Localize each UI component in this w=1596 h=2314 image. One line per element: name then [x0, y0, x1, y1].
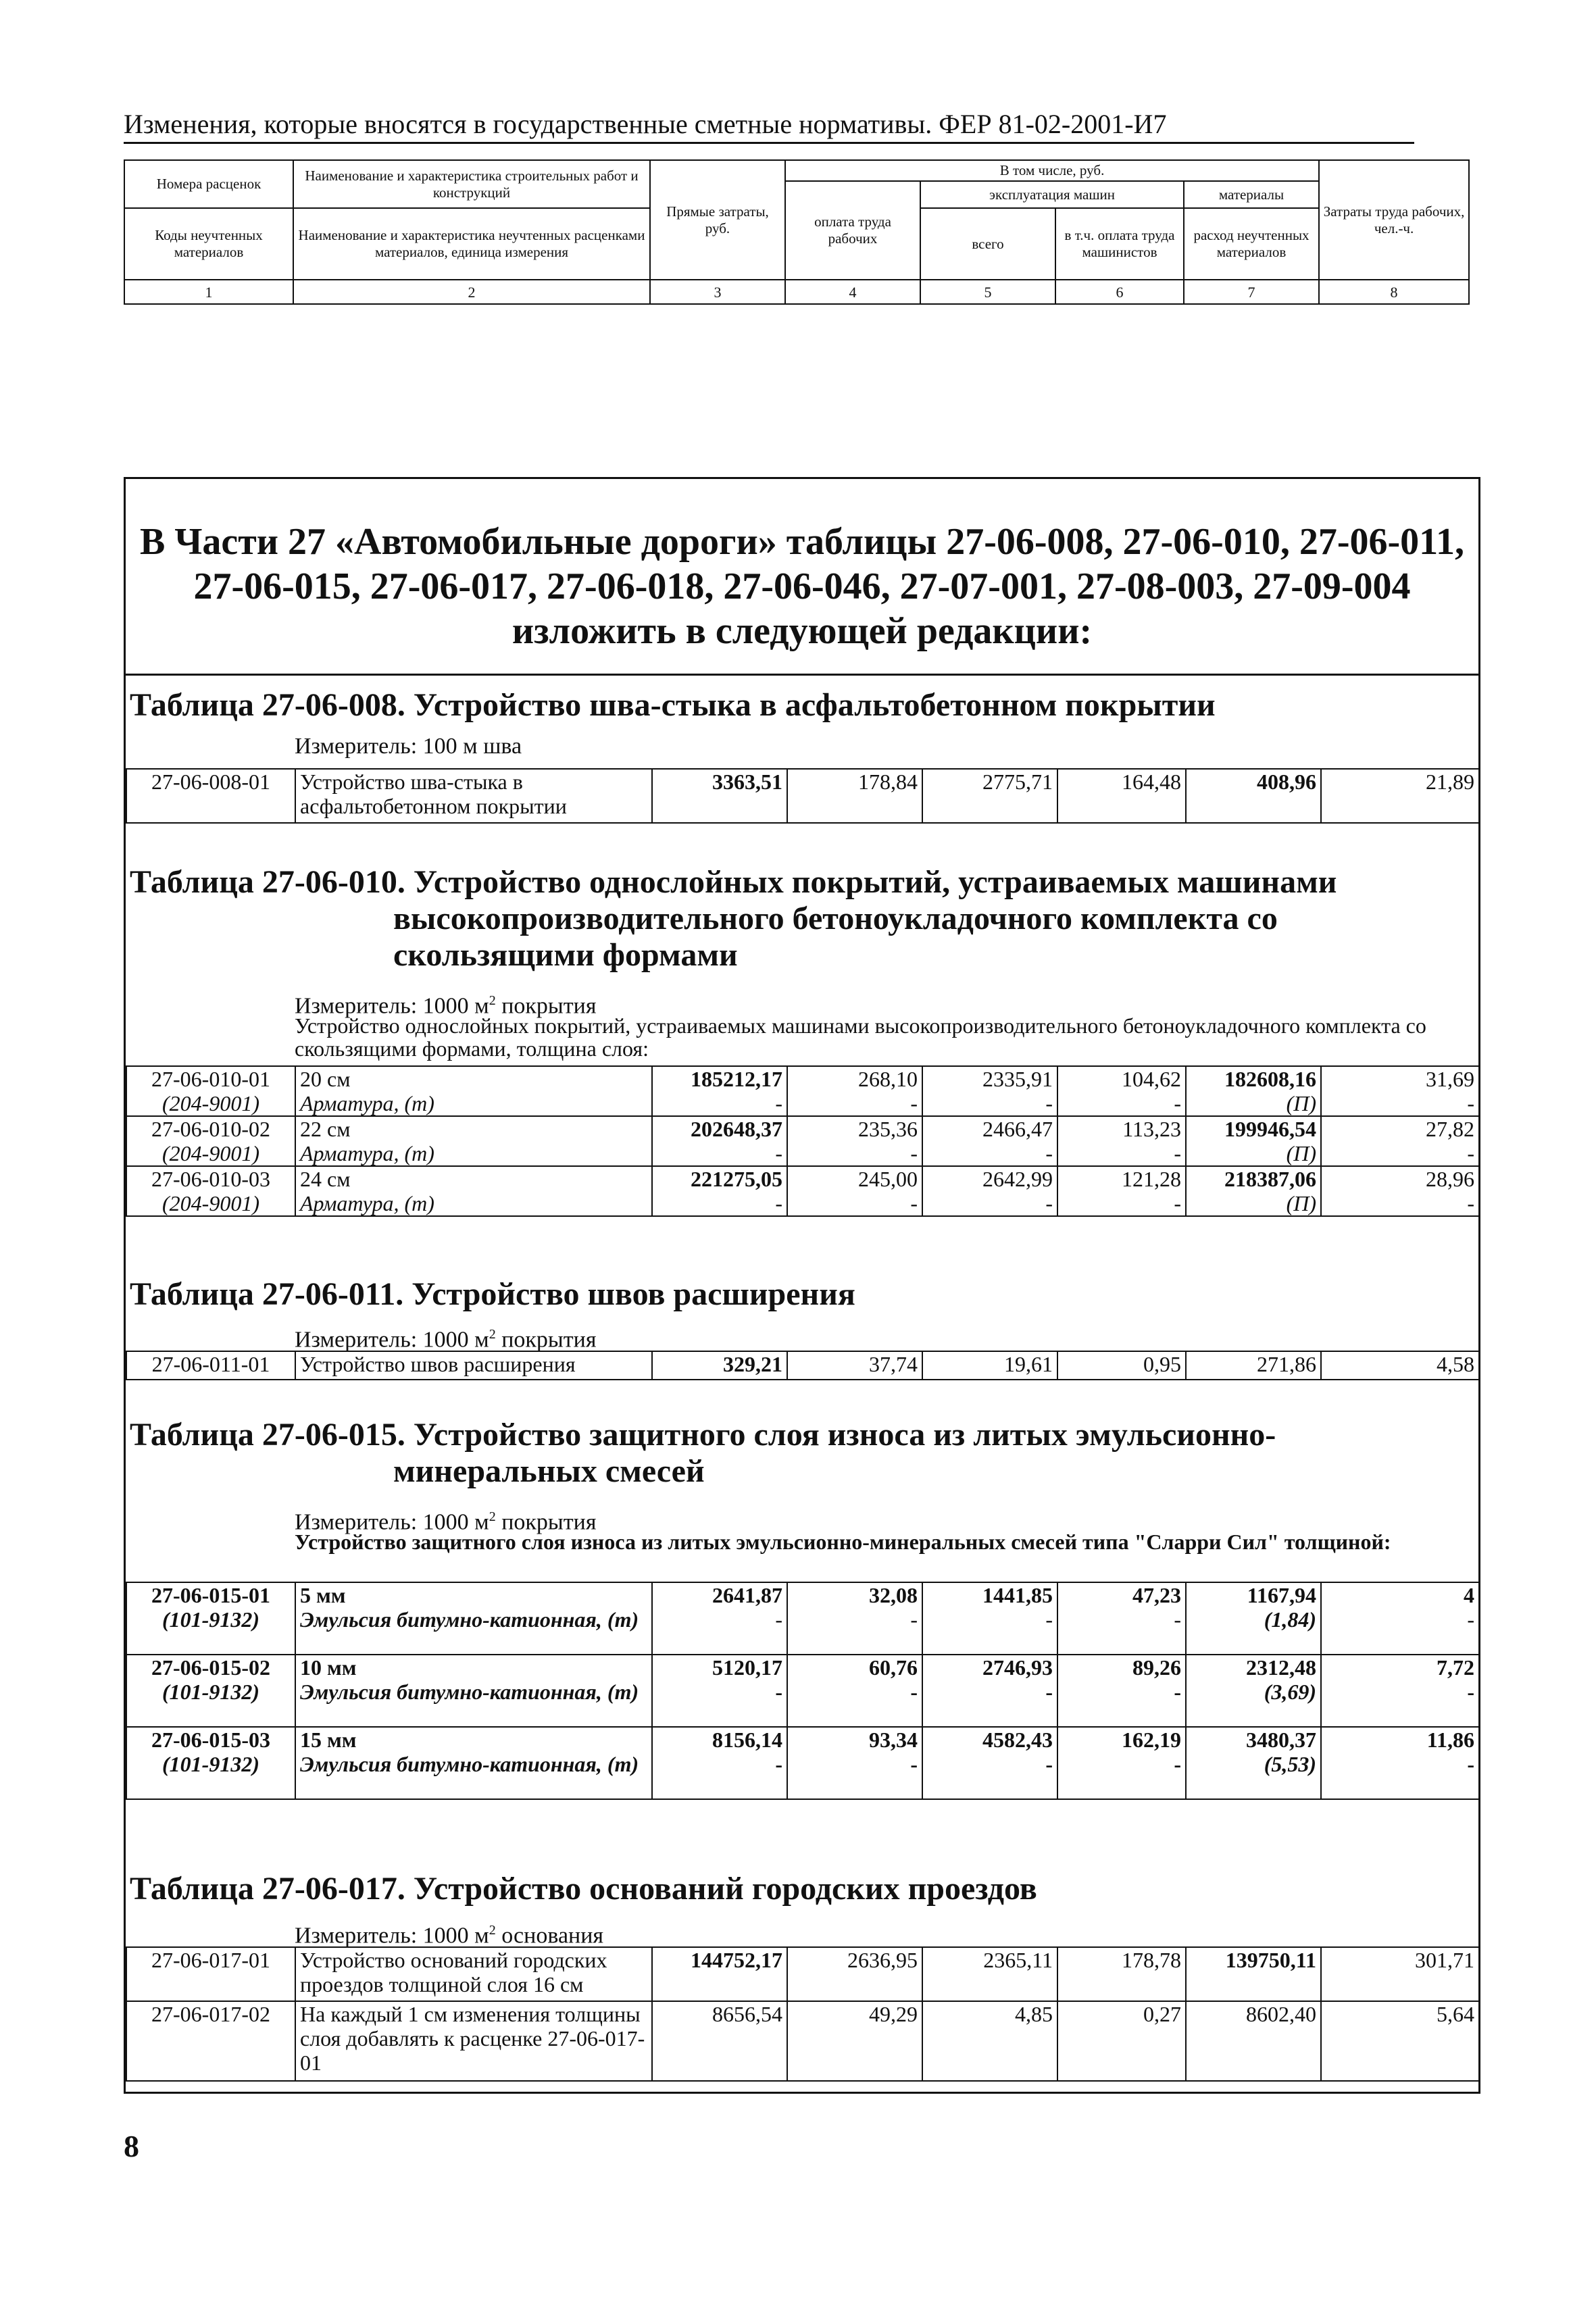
table-008-meter: Измеритель: 100 м шва	[295, 734, 522, 759]
material-row	[126, 1091, 1479, 1116]
row-materials: 8602,40	[1186, 2001, 1321, 2081]
material-labor-hours: -	[1321, 1680, 1479, 1727]
material-code: (204-9001)	[126, 1141, 295, 1166]
col-number-2: 2	[293, 280, 650, 304]
material-direct-costs: -	[652, 1191, 787, 1216]
intro-line-1: В Части 27 «Автомобильные дороги» таблицы 27-06-008, 27-06-010, 27-06-011,	[139, 521, 1465, 563]
row-labor-pay: 49,29	[787, 2001, 922, 2081]
row-code: 27-06-010-01	[126, 1066, 295, 1091]
table-row	[126, 769, 1479, 823]
intro-line-2: 27-06-015, 27-06-017, 27-06-018, 27-06-046, 27-07-001, 27-08-003, 27-09-004	[193, 565, 1411, 607]
material-machinists-pay: -	[1057, 1141, 1186, 1166]
row-labor-hours: 11,86	[1321, 1727, 1479, 1752]
material-direct-costs: -	[652, 1141, 787, 1166]
row-materials: 408,96	[1186, 769, 1321, 823]
material-code: (101-9132)	[126, 1680, 295, 1727]
row-labor-pay: 178,84	[787, 769, 922, 823]
material-code: (101-9132)	[126, 1607, 295, 1655]
table-010-title-line-3: скользящими формами	[393, 937, 738, 973]
table-015-meter: Измеритель: 1000 $м^2$ покрытия	[295, 1509, 597, 1535]
material-labor-pay: -	[787, 1607, 922, 1655]
col-material-usage-header: расход неучтенных материалов	[1184, 208, 1319, 280]
row-machinists-pay: 164,48	[1057, 769, 1186, 823]
document-header: Изменения, которые вносятся в государственные сметные нормативы. ФЕР 81-02-2001-И7	[124, 108, 1414, 144]
row-code: 27-06-008-01	[126, 769, 295, 823]
row-code: 27-06-011-01	[126, 1351, 295, 1380]
material-row	[126, 1680, 1479, 1727]
table-017	[126, 1946, 1480, 2082]
table-010-title-line-2: высокопроизводительного бетоноукладочного комплекта со	[393, 901, 1278, 936]
row-direct-costs: 5120,17	[652, 1655, 787, 1680]
row-labor-hours: 301,71	[1321, 1947, 1479, 2001]
row-materials: 271,86	[1186, 1351, 1321, 1380]
row-materials: 182608,16	[1186, 1066, 1321, 1091]
table-011	[126, 1351, 1480, 1380]
material-row	[126, 1607, 1479, 1655]
material-labor-pay: -	[787, 1091, 922, 1116]
material-name: Арматура, (т)	[295, 1091, 652, 1116]
table-row	[126, 1727, 1479, 1752]
row-code: 27-06-017-01	[126, 1947, 295, 2001]
material-labor-hours: -	[1321, 1091, 1479, 1116]
material-direct-costs: -	[652, 1607, 787, 1655]
table-015-title	[130, 1417, 1276, 1490]
table-row	[126, 1582, 1479, 1607]
row-direct-costs: 8656,54	[652, 2001, 787, 2081]
material-labor-pay: -	[787, 1191, 922, 1216]
table-008	[126, 768, 1480, 824]
row-machines-total: 1441,85	[922, 1582, 1057, 1607]
material-machinists-pay: -	[1057, 1607, 1186, 1655]
table-015	[126, 1582, 1480, 1800]
row-materials: 139750,11	[1186, 1947, 1321, 2001]
material-machines-total: -	[922, 1141, 1057, 1166]
row-direct-costs: 144752,17	[652, 1947, 787, 2001]
material-direct-costs: -	[652, 1680, 787, 1727]
table-row	[126, 1947, 1479, 2001]
col-machines-total-header: всего	[920, 208, 1055, 280]
col-number-6: 6	[1055, 280, 1184, 304]
row-code: 27-06-015-03	[126, 1727, 295, 1752]
row-machinists-pay: 113,23	[1057, 1116, 1186, 1141]
col-material-code-header: Коды неучтенных материалов	[124, 208, 293, 280]
table-row	[126, 1655, 1479, 1680]
table-row	[126, 1066, 1479, 1091]
row-name: 24 см	[295, 1166, 652, 1191]
material-machines-total: -	[922, 1191, 1057, 1216]
material-name: Арматура, (т)	[295, 1191, 652, 1216]
row-direct-costs: 202648,37	[652, 1116, 787, 1141]
col-group-header: В том числе, руб.	[785, 160, 1319, 181]
col-labor-hours-header: Затраты труда рабочих, чел.-ч.	[1319, 160, 1469, 280]
material-machinists-pay: -	[1057, 1091, 1186, 1116]
row-labor-hours: 21,89	[1321, 769, 1479, 823]
row-machines-total: 2335,91	[922, 1066, 1057, 1091]
col-number-1: 1	[124, 280, 293, 304]
table-017-title: Таблица 27-06-017. Устройство оснований городских проездов	[130, 1871, 1037, 1907]
column-header-table	[124, 159, 1470, 305]
row-direct-costs: 221275,05	[652, 1166, 787, 1191]
row-name: 10 мм	[295, 1655, 652, 1680]
material-machines-total: -	[922, 1752, 1057, 1799]
material-labor-pay: -	[787, 1752, 922, 1799]
row-name: 15 мм	[295, 1727, 652, 1752]
material-usage: (П)	[1186, 1191, 1321, 1216]
row-labor-hours: 4,58	[1321, 1351, 1479, 1380]
table-010-title	[130, 864, 1337, 974]
table-010-meter: Измеритель: 1000 $м^2$ покрытия	[295, 993, 597, 1019]
row-labor-pay: 245,00	[787, 1166, 922, 1191]
col-code-header: Номера расценок	[124, 160, 293, 208]
row-name: Устройство швов расширения	[295, 1351, 652, 1380]
row-code: 27-06-010-03	[126, 1166, 295, 1191]
row-name: 20 см	[295, 1066, 652, 1091]
col-number-3: 3	[650, 280, 785, 304]
table-015-title-line-1: Таблица 27-06-015. Устройство защитного слоя износа из литых эмульсионно-	[130, 1417, 1276, 1453]
intro-line-3: изложить в следующей редакции:	[512, 610, 1093, 652]
table-011-meter: Измеритель: 1000 $м^2$ покрытия	[295, 1327, 597, 1353]
row-code: 27-06-015-01	[126, 1582, 295, 1607]
material-direct-costs: -	[652, 1091, 787, 1116]
row-labor-pay: 2636,95	[787, 1947, 922, 2001]
row-materials: 1167,94	[1186, 1582, 1321, 1607]
row-direct-costs: 2641,87	[652, 1582, 787, 1607]
material-usage: (П)	[1186, 1091, 1321, 1116]
material-machines-total: -	[922, 1680, 1057, 1727]
row-materials: 2312,48	[1186, 1655, 1321, 1680]
row-machines-total: 2746,93	[922, 1655, 1057, 1680]
material-machines-total: -	[922, 1091, 1057, 1116]
material-row	[126, 1752, 1479, 1799]
row-direct-costs: 185212,17	[652, 1066, 787, 1091]
row-direct-costs: 8156,14	[652, 1727, 787, 1752]
row-machinists-pay: 89,26	[1057, 1655, 1186, 1680]
changes-frame	[124, 477, 1480, 2094]
row-name: Устройство шва-стыка в асфальтобетонном покрытии	[295, 769, 652, 823]
table-008-title: Таблица 27-06-008. Устройство шва-стыка в асфальтобетонном покрытии	[130, 687, 1216, 723]
row-machinists-pay: 121,28	[1057, 1166, 1186, 1191]
row-labor-hours: 4	[1321, 1582, 1479, 1607]
page-number: 8	[124, 2129, 139, 2163]
row-labor-pay: 93,34	[787, 1727, 922, 1752]
material-code: (101-9132)	[126, 1752, 295, 1799]
col-number-7: 7	[1184, 280, 1319, 304]
table-row	[126, 1116, 1479, 1141]
material-machinists-pay: -	[1057, 1752, 1186, 1799]
material-machines-total: -	[922, 1607, 1057, 1655]
row-machinists-pay: 0,27	[1057, 2001, 1186, 2081]
col-number-4: 4	[785, 280, 920, 304]
table-row	[126, 2001, 1479, 2081]
row-name: На каждый 1 см изменения толщины слоя добавлять к расценке 27-06-017-01	[295, 2001, 652, 2081]
row-machinists-pay: 178,78	[1057, 1947, 1186, 2001]
material-usage: (3,69)	[1186, 1680, 1321, 1727]
row-code: 27-06-010-02	[126, 1116, 295, 1141]
table-015-subheading: Устройство защитного слоя износа из литых эмульсионно-минеральных смесей типа "Сларри Сил" толщиной:	[295, 1530, 1391, 1554]
material-labor-hours: -	[1321, 1191, 1479, 1216]
material-direct-costs: -	[652, 1752, 787, 1799]
table-010	[126, 1065, 1480, 1217]
row-labor-pay: 268,10	[787, 1066, 922, 1091]
row-labor-hours: 31,69	[1321, 1066, 1479, 1091]
row-labor-hours: 28,96	[1321, 1166, 1479, 1191]
col-material-name-header: Наименование и характеристика неучтенных расценками материалов, единица измерения	[293, 208, 650, 280]
material-machinists-pay: -	[1057, 1191, 1186, 1216]
row-labor-hours: 7,72	[1321, 1655, 1479, 1680]
material-labor-hours: -	[1321, 1141, 1479, 1166]
table-row	[126, 1351, 1479, 1380]
row-labor-pay: 32,08	[787, 1582, 922, 1607]
row-machines-total: 4,85	[922, 2001, 1057, 2081]
material-usage: (5,53)	[1186, 1752, 1321, 1799]
row-machines-total: 2365,11	[922, 1947, 1057, 2001]
row-code: 27-06-015-02	[126, 1655, 295, 1680]
table-017-meter: Измеритель: 1000 $м^2$ основания	[295, 1923, 604, 1948]
material-labor-hours: -	[1321, 1752, 1479, 1799]
material-labor-pay: -	[787, 1141, 922, 1166]
row-machines-total: 19,61	[922, 1351, 1057, 1380]
row-machines-total: 4582,43	[922, 1727, 1057, 1752]
material-labor-hours: -	[1321, 1607, 1479, 1655]
row-direct-costs: 3363,51	[652, 769, 787, 823]
row-machinists-pay: 104,62	[1057, 1066, 1186, 1091]
material-usage: (П)	[1186, 1141, 1321, 1166]
col-machinists-pay-header: в т.ч. оплата труда машинистов	[1055, 208, 1184, 280]
table-015-title-line-2: минеральных смесей	[393, 1453, 705, 1489]
row-labor-pay: 60,76	[787, 1655, 922, 1680]
material-machinists-pay: -	[1057, 1680, 1186, 1727]
row-machinists-pay: 0,95	[1057, 1351, 1186, 1380]
col-direct-costs-header: Прямые затраты, руб.	[650, 160, 785, 280]
row-machines-total: 2642,99	[922, 1166, 1057, 1191]
row-materials: 218387,06	[1186, 1166, 1321, 1191]
row-materials: 3480,37	[1186, 1727, 1321, 1752]
table-011-title: Таблица 27-06-011. Устройство швов расширения	[130, 1276, 855, 1312]
col-number-5: 5	[920, 280, 1055, 304]
material-row	[126, 1191, 1479, 1216]
intro-heading	[126, 520, 1478, 653]
row-labor-hours: 27,82	[1321, 1116, 1479, 1141]
col-materials-header: материалы	[1184, 181, 1319, 208]
row-labor-pay: 37,74	[787, 1351, 922, 1380]
row-labor-pay: 235,36	[787, 1116, 922, 1141]
section-divider	[126, 674, 1478, 676]
material-labor-pay: -	[787, 1680, 922, 1727]
material-usage: (1,84)	[1186, 1607, 1321, 1655]
col-name-header: Наименование и характеристика строительных работ и конструкций	[293, 160, 650, 208]
table-010-title-line-1: Таблица 27-06-010. Устройство однослойных покрытий, устраиваемых машинами	[130, 864, 1337, 900]
row-direct-costs: 329,21	[652, 1351, 787, 1380]
row-labor-hours: 5,64	[1321, 2001, 1479, 2081]
table-010-subheading: Устройство однослойных покрытий, устраиваемых машинами высокопроизводительного бетоноукладочного комплекта со скользящими формами, толщина слоя:	[295, 1013, 1426, 1061]
row-name: 5 мм	[295, 1582, 652, 1607]
table-row	[126, 1166, 1479, 1191]
material-code: (204-9001)	[126, 1191, 295, 1216]
col-number-8: 8	[1319, 280, 1469, 304]
row-name: 22 см	[295, 1116, 652, 1141]
row-materials: 199946,54	[1186, 1116, 1321, 1141]
material-name: Эмульсия битумно-катионная, (т)	[295, 1680, 652, 1727]
material-name: Эмульсия битумно-катионная, (т)	[295, 1607, 652, 1655]
material-name: Арматура, (т)	[295, 1141, 652, 1166]
row-machines-total: 2775,71	[922, 769, 1057, 823]
material-code: (204-9001)	[126, 1091, 295, 1116]
col-labor-pay-header: оплата труда рабочих	[785, 181, 920, 280]
row-code: 27-06-017-02	[126, 2001, 295, 2081]
row-machinists-pay: 47,23	[1057, 1582, 1186, 1607]
col-machines-header: эксплуатация машин	[920, 181, 1184, 208]
material-name: Эмульсия битумно-катионная, (т)	[295, 1752, 652, 1799]
row-name: Устройство оснований городских проездов толщиной слоя 16 см	[295, 1947, 652, 2001]
material-row	[126, 1141, 1479, 1166]
row-machinists-pay: 162,19	[1057, 1727, 1186, 1752]
row-machines-total: 2466,47	[922, 1116, 1057, 1141]
